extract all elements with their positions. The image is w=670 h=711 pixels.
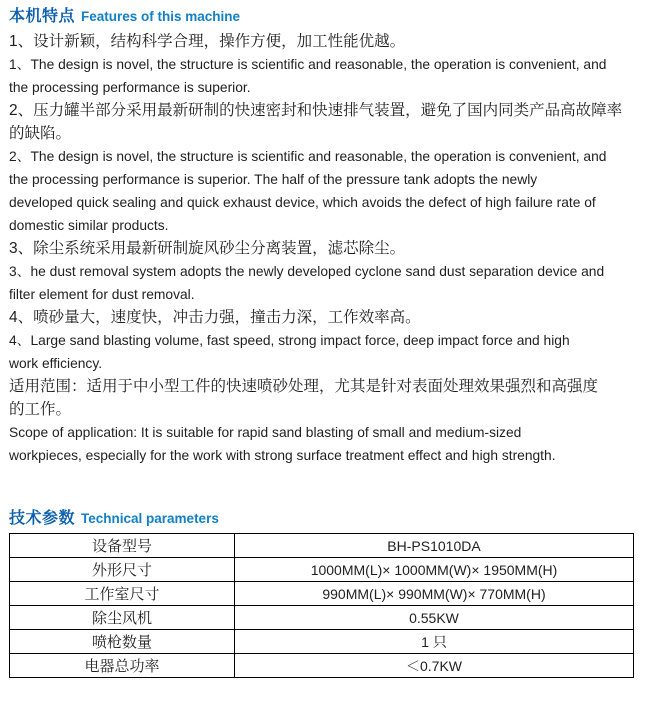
parameters-heading-zh: 技术参数	[9, 510, 76, 527]
feature-line-11: 3、he dust removal system adopts the newly developed cyclone sand dust separation device and	[9, 264, 605, 279]
table-row-dust-fan	[10, 606, 634, 630]
document-page	[9, 0, 634, 678]
param-label-cell: 电器总功率	[10, 654, 235, 678]
feature-line-13: 4、喷砂量大，速度快，冲击力强，撞击力深，工作效率高。	[9, 309, 421, 326]
feature-line-8: developed quick sealing and quick exhaust device, which avoids the defect of high failure rate of	[9, 195, 596, 210]
feature-line-10: 3、除尘系统采用最新研制旋风砂尘分离装置，滤芯除尘。	[9, 240, 406, 257]
feature-line-7: the processing performance is superior. The half of the pressure tank adopts the newly	[9, 172, 538, 187]
feature-line-15: work efficiency.	[9, 356, 103, 371]
feature-line-4: 2、压力罐半部分采用最新研制的快速密封和快速排气装置，避免了国内同类产品高故障率	[9, 102, 623, 119]
feature-line-2: 1、The design is novel, the structure is scientific and reasonable, the operation is convenient, and	[9, 57, 607, 72]
param-label-cell: 外形尺寸	[10, 558, 235, 582]
feature-line-16: 适用范围：适用于中小型工件的快速喷砂处理，尤其是针对表面处理效果强烈和高强度	[9, 378, 599, 395]
parameters-heading	[9, 509, 634, 529]
param-value-cell: 990MM(L)× 990MM(W)× 770MM(H)	[235, 582, 634, 606]
feature-line-3: the processing performance is superior.	[9, 80, 251, 95]
parameters-heading-en: Technical parameters	[81, 511, 219, 526]
features-heading-zh: 本机特点	[9, 8, 76, 25]
table-row-gun-count	[10, 630, 634, 654]
feature-line-17: 的工作。	[9, 401, 72, 418]
param-label-cell: 除尘风机	[10, 606, 235, 630]
feature-line-14: 4、Large sand blasting volume, fast speed, strong impact force, deep impact force and high	[9, 333, 570, 348]
param-value-cell: 1 只	[235, 630, 634, 654]
table-row-outer-dimensions	[10, 558, 634, 582]
feature-line-1: 1、设计新颖，结构科学合理，操作方便，加工性能优越。	[9, 33, 406, 50]
param-value-cell: 0.55KW	[235, 606, 634, 630]
feature-line-12: filter element for dust removal.	[9, 287, 195, 302]
features-text-block	[9, 30, 634, 467]
feature-line-5: 的缺陷。	[9, 125, 72, 142]
table-row-chamber-dimensions	[10, 582, 634, 606]
table-row-total-power	[10, 654, 634, 678]
feature-line-19: workpieces, especially for the work with strong surface treatment effect and high strength.	[9, 448, 556, 463]
parameters-table	[9, 533, 634, 678]
feature-line-18: Scope of application: It is suitable for rapid sand blasting of small and medium-sized	[9, 425, 522, 440]
param-value-cell: BH-PS1010DA	[235, 534, 634, 558]
param-value-cell: 1000MM(L)× 1000MM(W)× 1950MM(H)	[235, 558, 634, 582]
param-label-cell: 设备型号	[10, 534, 235, 558]
feature-line-6: 2、The design is novel, the structure is scientific and reasonable, the operation is convenient, and	[9, 149, 607, 164]
feature-line-9: domestic similar products.	[9, 218, 169, 233]
param-label-cell: 工作室尺寸	[10, 582, 235, 606]
features-heading-en: Features of this machine	[81, 9, 241, 24]
table-row-model	[10, 534, 634, 558]
features-heading	[9, 7, 634, 27]
param-value-cell: ＜0.7KW	[235, 654, 634, 678]
param-label-cell: 喷枪数量	[10, 630, 235, 654]
